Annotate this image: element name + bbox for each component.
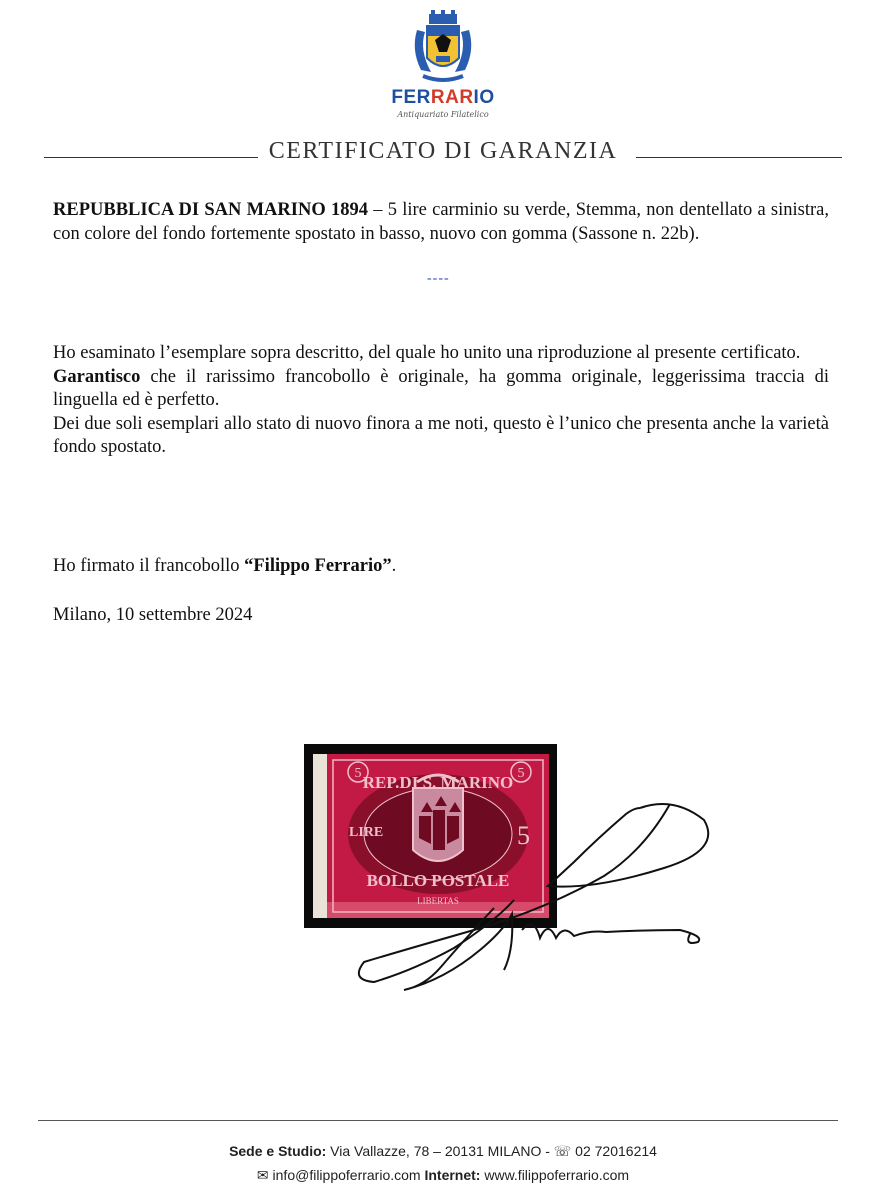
- stamp-bottom-text: BOLLO POSTALE: [366, 871, 510, 890]
- title-rule-right: [636, 157, 842, 158]
- stamp-value-corner-right: 5: [517, 766, 525, 781]
- footer-contact-line: [0, 1167, 886, 1184]
- stamp-description: [53, 199, 829, 246]
- footer-website[interactable]: www.filippoferrario.com: [480, 1167, 630, 1183]
- stamp-unit: LIRE: [349, 825, 384, 840]
- brand-tagline: Antiquariato Filatelico: [397, 110, 489, 119]
- signed-statement: Ho firmato il francobollo “Filippo Ferrario”.: [53, 556, 397, 576]
- guarantee-text: che il rarissimo francobollo è originale, ha gomma originale, leggerissima traccia di linguella ed è perfetto.: [53, 366, 829, 410]
- certificate-title: CERTIFICATO DI GARANZIA: [268, 138, 618, 164]
- body-line-examined: Ho esaminato l’esemplare sopra descritto, del quale ho unito una riproduzione al presente certificato.: [53, 343, 801, 363]
- footer-address-label: Sede e Studio:: [229, 1143, 327, 1159]
- crest-logo-icon: [403, 10, 483, 90]
- stamp-motto: LIBERTAS: [417, 896, 459, 906]
- footer-address-line: [0, 1143, 886, 1160]
- stamp-value-corner: 5: [354, 766, 362, 781]
- separator-dashes: ----: [427, 271, 450, 286]
- description-heading: REPUBBLICA DI SAN MARINO 1894: [53, 200, 368, 220]
- stamp-top-text: REP.DI S. MARINO: [362, 773, 514, 792]
- brand-name: FERRARIO: [391, 87, 495, 108]
- signer-name: “Filippo Ferrario”: [244, 556, 392, 576]
- description-text: – 5 lire carminio su verde, Stemma, non dentellato a sinistra, con colore del fondo fortemente spostato in basso, nuovo con gomma (Sassone n. 22b).: [53, 200, 829, 244]
- footer-address: Via Vallazze, 78 – 20131 MILANO - ☏ 02 72016214: [326, 1143, 657, 1159]
- certificate-body: [53, 342, 829, 460]
- email-icon: ✉: [256, 1167, 269, 1183]
- guarantee-label: Garantisco: [53, 366, 141, 387]
- stamp-value: 5: [517, 821, 530, 850]
- place-date: Milano, 10 settembre 2024: [53, 605, 253, 625]
- certificate-title-row: [44, 138, 842, 170]
- body-line-rarity: Dei due soli esemplari allo stato di nuovo finora a me noti, questo è l’unico che presenta anche la varietà fondo spostato.: [53, 413, 829, 457]
- footer-internet-label: Internet:: [424, 1167, 481, 1183]
- footer-email[interactable]: info@filippoferrario.com: [268, 1167, 425, 1183]
- footer-rule: [38, 1120, 838, 1121]
- handwritten-signature: [344, 790, 724, 1000]
